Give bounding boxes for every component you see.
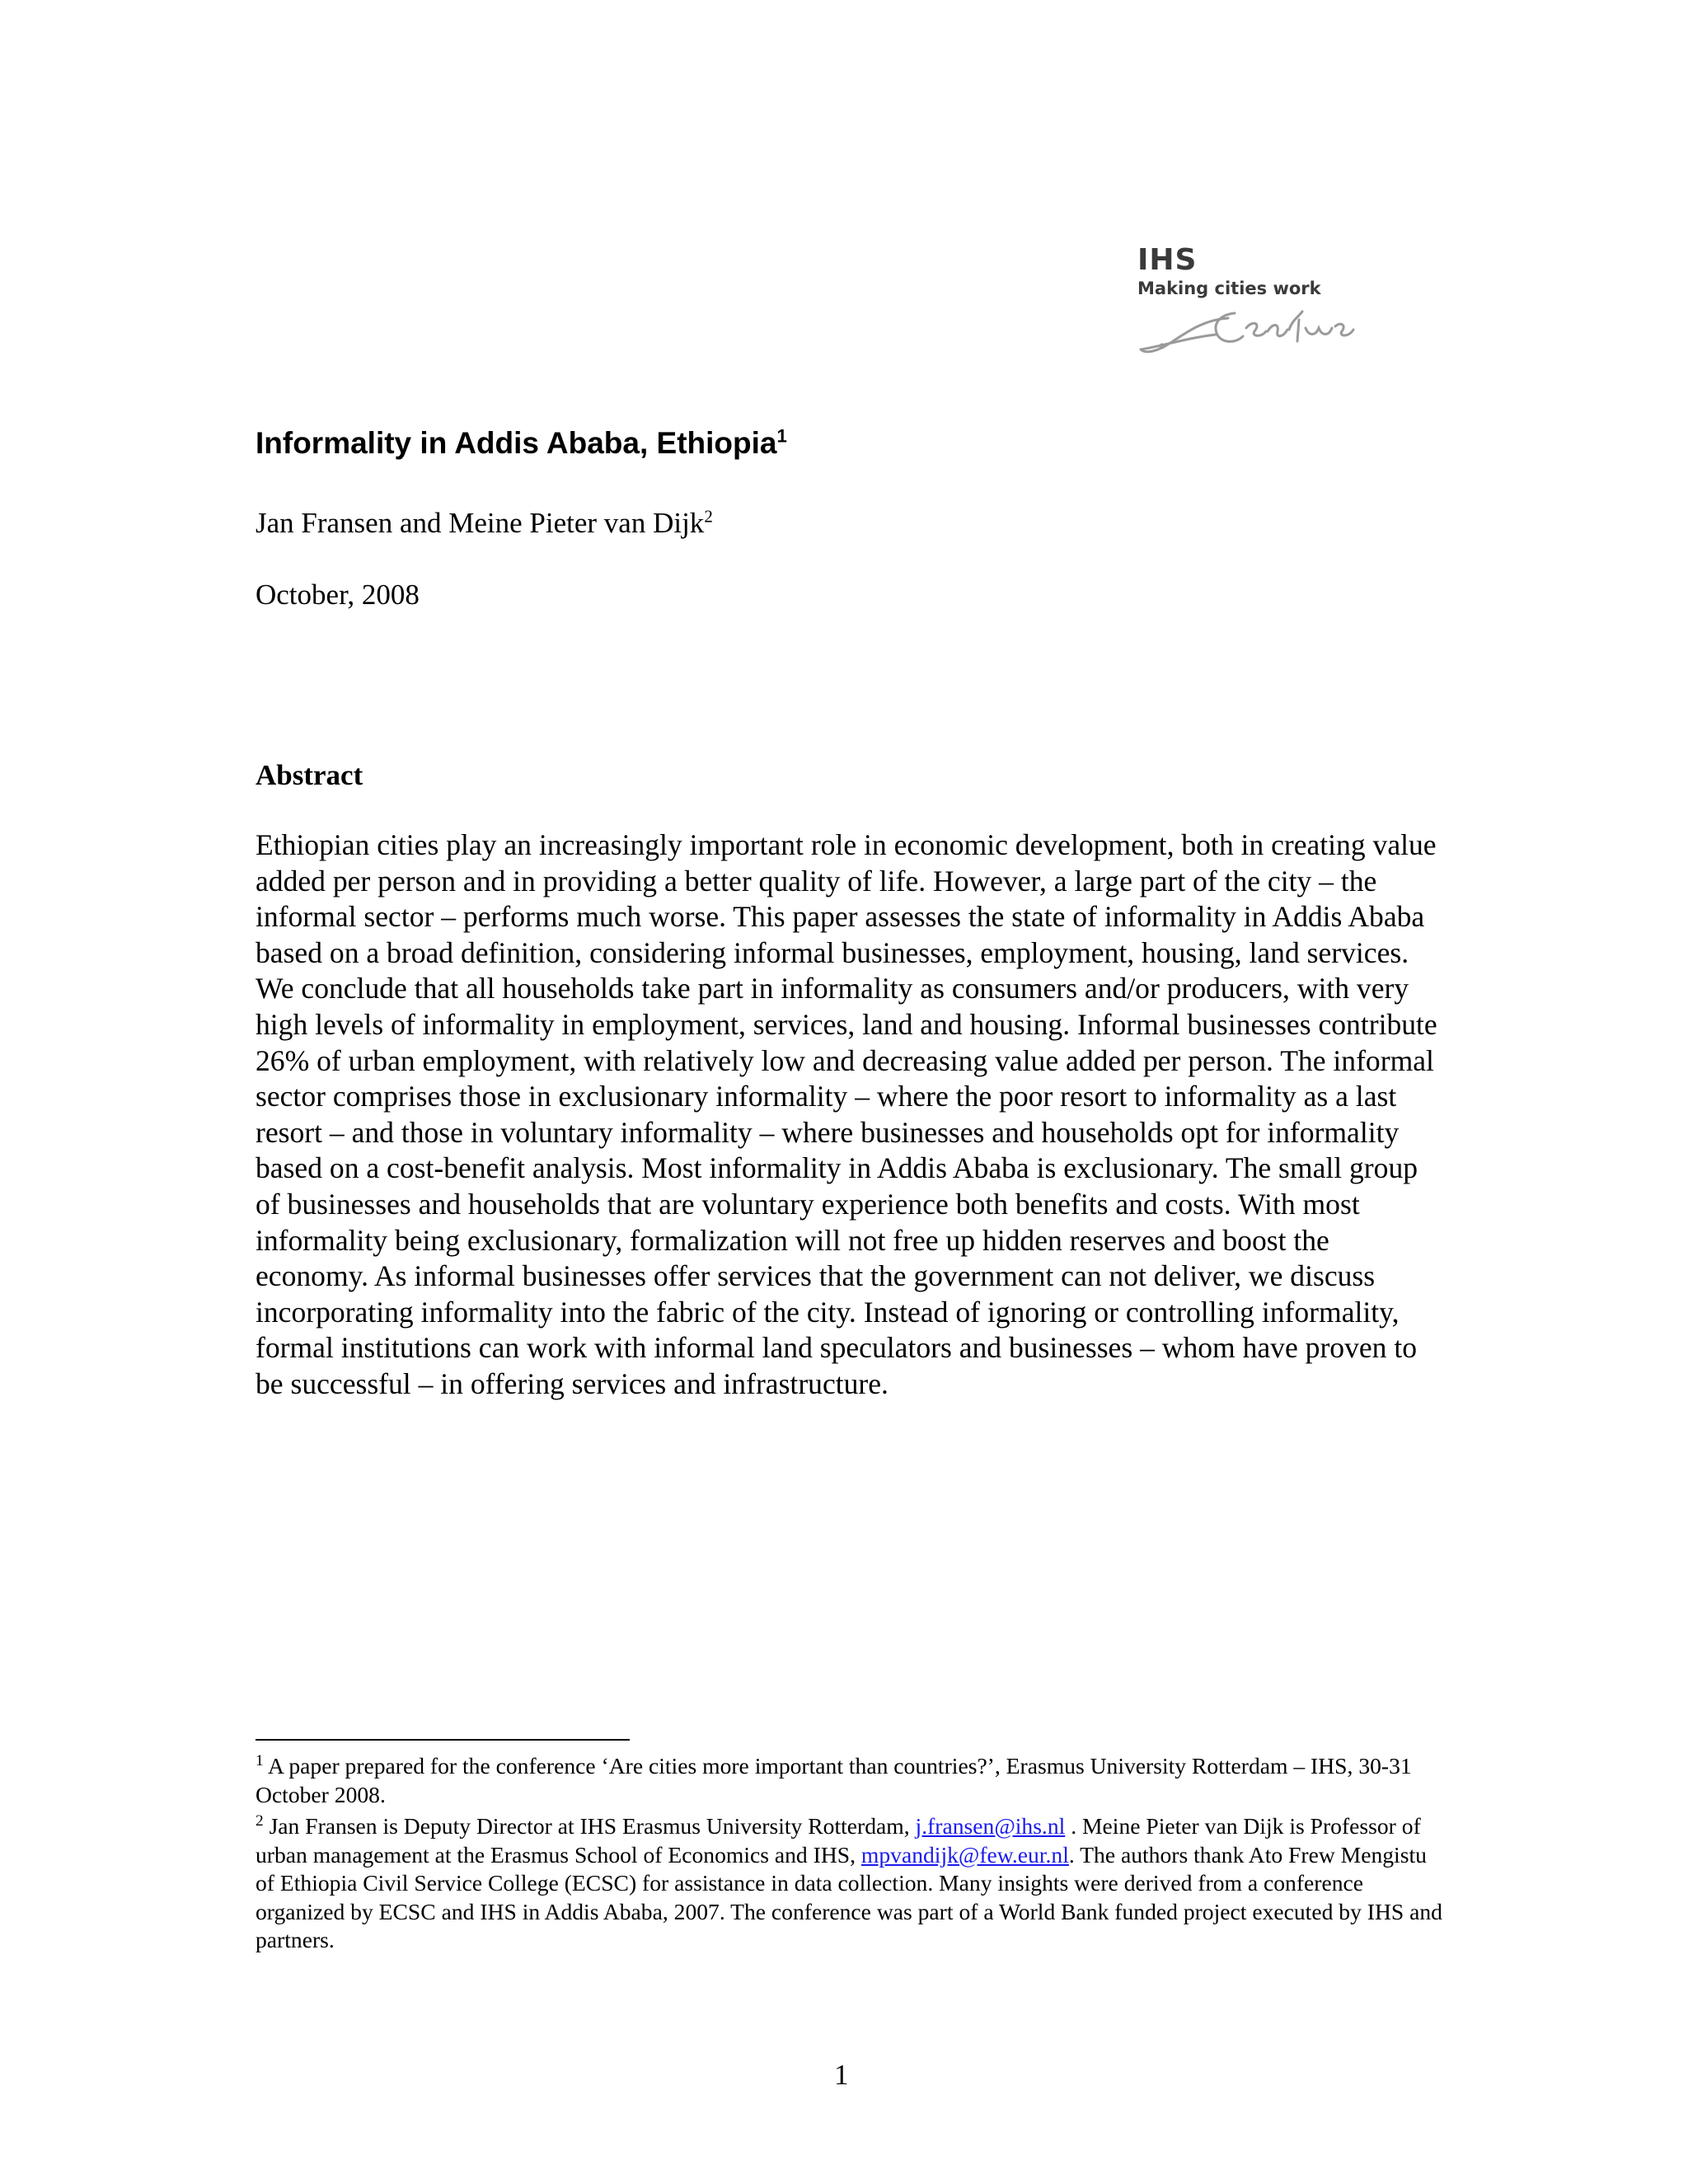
email-link-vandijk[interactable]: mpvandijk@few.eur.nl (860, 1841, 1069, 1868)
authors (256, 506, 713, 541)
page-number: 1 (834, 2059, 849, 2091)
footnote-2-text-end: . The authors thank Ato Frew Mengistu of Ethiopia Civil Service College (ECSC) for assistance in data collection. Many insights were derived from a conference organized by ECSC and IHS in Addis Ababa, 2007. The conference was part of a World Bank funded project executed by IHS and partners. (256, 1841, 1442, 1952)
footnote-2-text-start: Jan Fransen is Deputy Director at IHS Erasmus University Rotterdam, (269, 1813, 916, 1839)
erasmus-signature-logo (1137, 295, 1385, 361)
email-link-fransen[interactable]: j.fransen@ihs.nl (915, 1813, 1066, 1839)
footnotes (256, 1752, 1442, 1958)
footnote-2 (256, 1812, 1442, 1955)
authors-footnote-ref: 2 (704, 506, 713, 527)
footnote-separator (256, 1739, 630, 1741)
title-text: Informality in Addis Ababa, Ethiopia (256, 426, 777, 460)
logo-org-name: IHS (1137, 243, 1198, 277)
ihs-logo (1137, 243, 1401, 361)
abstract-body: Ethiopian cities play an increasingly important role in economic development, both in creating value added per person and in providing a better quality of life. However, a large part of the city – the informal sector – performs much worse. This paper assesses the state of informality in Addis Ababa based on a broad definition, considering informal businesses, employment, housing, land services. We conclude that all households take part in informality as consumers and/or producers, with very high levels of informality in employment, services, land and housing. Informal businesses contribute 26% of urban employment, with relatively low and decreasing value added per person. The informal sector comprises those in exclusionary informality – where the poor resort to informality as a last resort – and those in voluntary informality – where businesses and households opt for informality based on a cost-benefit analysis. Most informality in Addis Ababa is exclusionary. The small group of businesses and households that are voluntary experience both benefits and costs. With most informality being exclusionary, formalization will not free up hidden reserves and boost the economy. As informal businesses offer services that the government can not deliver, we discuss incorporating informality into the fabric of the city. Instead of ignoring or controlling informality, formal institutions can work with informal land speculators and businesses – whom have proven to be successful – in offering services and infrastructure. (256, 828, 1437, 1400)
title-footnote-ref: 1 (776, 425, 787, 447)
abstract-heading: Abstract (256, 759, 363, 791)
footnote-2-mark: 2 (256, 1811, 264, 1830)
publication-date: October, 2008 (256, 579, 420, 611)
footnote-2-text-middle: . Meine Pieter van Dijk is Professor of urban management at the Erasmus School of Economics and IHS, (256, 1813, 1421, 1868)
logo-tagline: Making cities work (1137, 279, 1321, 298)
footnote-1-text: A paper prepared for the conference ‘Are cities more important than countries?’, Erasmus University Rotterdam – IHS, 30-31 October 2008. (256, 1753, 1412, 1807)
footnote-1-mark: 1 (256, 1751, 264, 1769)
footnote-1 (256, 1752, 1442, 1809)
authors-text: Jan Fransen and Meine Pieter van Dijk (256, 507, 705, 539)
paper-title (256, 425, 787, 462)
